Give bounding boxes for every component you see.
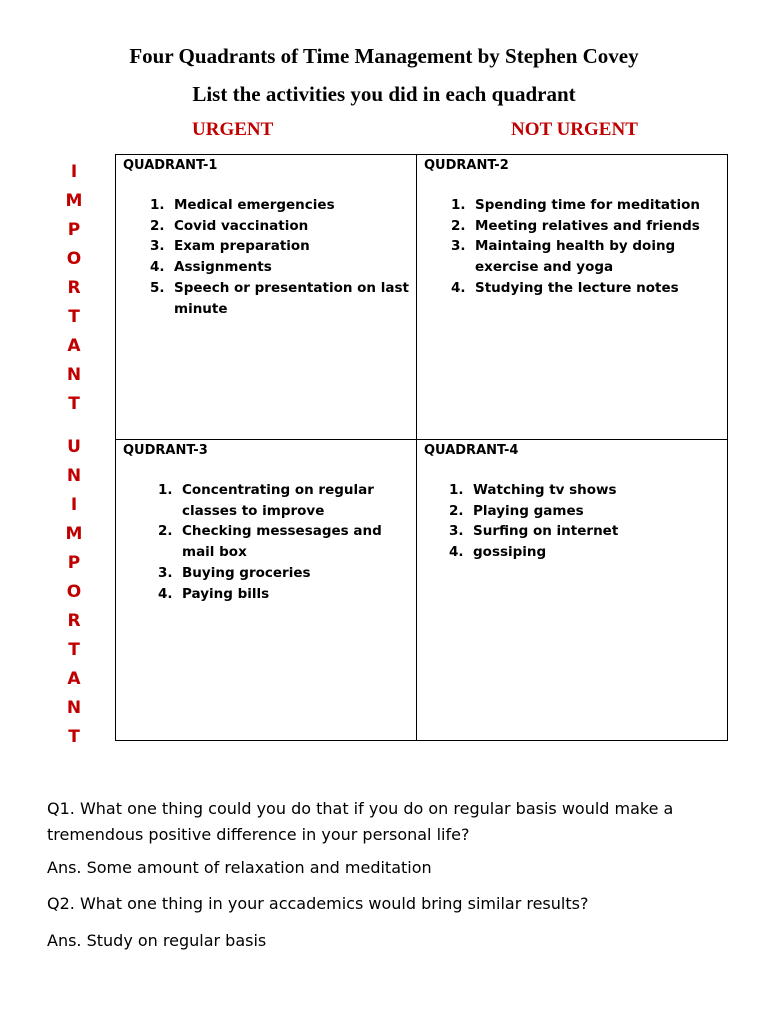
list-item xyxy=(150,216,412,237)
document-title: Four Quadrants of Time Management by Stephen Covey xyxy=(129,44,639,68)
item-number: 1. xyxy=(158,482,173,498)
list-item xyxy=(451,216,713,237)
list-item xyxy=(449,542,711,563)
row-label-letter: N xyxy=(66,365,82,385)
item-text: Exam preparation xyxy=(174,238,310,255)
list-item xyxy=(150,278,412,319)
important-row-label xyxy=(54,158,94,419)
item-text: Paying bills xyxy=(182,585,270,602)
row-label-letter: M xyxy=(65,524,83,544)
row-label-letter: A xyxy=(67,336,81,356)
item-number: 2. xyxy=(451,217,466,234)
activity-list xyxy=(158,480,410,604)
quadrant-title: QUADRANT-4 xyxy=(424,443,519,458)
item-text: Playing games xyxy=(473,502,584,519)
item-number: 1. xyxy=(150,197,165,213)
quadrant-grid xyxy=(115,154,728,741)
horizontal-divider xyxy=(116,439,727,440)
quadrant-title: QUADRANT-1 xyxy=(123,158,218,173)
row-label-letter: T xyxy=(68,640,80,660)
quadrant-title: QUDRANT-3 xyxy=(123,443,208,458)
list-item xyxy=(451,278,713,299)
item-text: Meeting relatives and friends xyxy=(475,217,700,234)
item-text: Assignments xyxy=(174,259,272,276)
list-item xyxy=(150,257,412,278)
answer-1: Ans. Some amount of relaxation and meditation xyxy=(47,858,432,877)
list-item xyxy=(158,480,410,521)
row-label-letter: M xyxy=(65,191,83,211)
list-item xyxy=(449,480,711,501)
list-item xyxy=(150,195,412,216)
activity-list xyxy=(449,480,711,563)
list-item xyxy=(158,584,410,605)
item-number: 2. xyxy=(150,217,165,234)
item-text: Spending time for meditation xyxy=(475,197,700,213)
item-text: Speech or presentation on last minute xyxy=(174,279,409,317)
row-label-letter: P xyxy=(67,220,81,240)
row-label-letter: R xyxy=(67,611,81,631)
item-text: Watching tv shows xyxy=(473,482,617,498)
row-label-letter: O xyxy=(66,582,82,602)
item-number: 3. xyxy=(449,523,464,540)
item-text: Medical emergencies xyxy=(174,197,335,213)
item-number: 4. xyxy=(158,585,173,602)
item-text: Checking messesages and mail box xyxy=(182,523,382,561)
row-label-letter: T xyxy=(68,727,80,747)
row-label-letter: A xyxy=(67,669,81,689)
item-text: Maintaing health by doing exercise and yoga xyxy=(475,238,676,276)
row-label-letter: U xyxy=(67,437,81,457)
item-number: 3. xyxy=(158,564,173,581)
item-number: 1. xyxy=(451,197,466,213)
vertical-divider xyxy=(416,155,417,740)
question-2: Q2. What one thing in your accademics would bring similar results? xyxy=(47,894,589,913)
row-label-letter: R xyxy=(67,278,81,298)
item-text: Buying groceries xyxy=(182,564,311,581)
item-text: Concentrating on regular classes to improve xyxy=(182,482,374,519)
activity-list xyxy=(451,195,713,299)
list-item xyxy=(449,521,711,542)
activity-list xyxy=(150,195,412,319)
item-number: 5. xyxy=(150,279,165,296)
urgent-column-header: URGENT xyxy=(192,119,274,140)
list-item xyxy=(451,195,713,216)
list-item xyxy=(150,236,412,257)
item-number: 3. xyxy=(150,238,165,255)
question-1: Q1. What one thing could you do that if you do on regular basis would make a tremendous positive difference in your personal life? xyxy=(47,799,674,844)
unimportant-row-label xyxy=(54,433,94,752)
list-item xyxy=(158,563,410,584)
row-label-letter: P xyxy=(67,553,81,573)
item-text: Studying the lecture notes xyxy=(475,279,679,296)
item-number: 2. xyxy=(158,523,173,540)
list-item xyxy=(158,521,410,562)
item-number: 2. xyxy=(449,502,464,519)
answer-2: Ans. Study on regular basis xyxy=(47,931,267,950)
row-label-letter: N xyxy=(66,466,82,486)
row-label-letter: I xyxy=(70,162,78,182)
row-label-letter: I xyxy=(70,495,78,515)
row-label-letter: O xyxy=(66,249,82,269)
quadrant-title: QUDRANT-2 xyxy=(424,158,509,173)
item-text: gossiping xyxy=(473,544,547,561)
item-number: 3. xyxy=(451,238,466,255)
row-label-letter: N xyxy=(66,698,82,718)
not-urgent-column-header: NOT URGENT xyxy=(511,119,638,140)
item-text: Covid vaccination xyxy=(174,217,309,234)
row-label-letter: T xyxy=(68,307,80,327)
item-number: 4. xyxy=(150,259,165,276)
item-number: 4. xyxy=(449,544,464,561)
row-label-letter: T xyxy=(68,394,80,414)
list-item xyxy=(451,236,713,277)
document-subtitle: List the activities you did in each quadrant xyxy=(192,82,576,106)
item-number: 4. xyxy=(451,279,466,296)
list-item xyxy=(449,501,711,522)
item-text: Surfing on internet xyxy=(473,523,619,540)
item-number: 1. xyxy=(449,482,464,498)
